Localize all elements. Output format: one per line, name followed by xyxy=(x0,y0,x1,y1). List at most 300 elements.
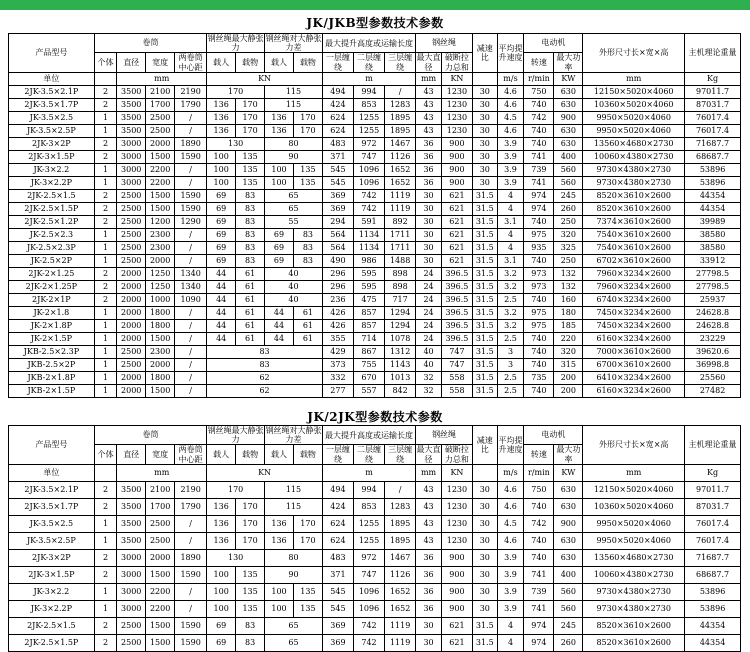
table-cell: 1467 xyxy=(385,549,416,566)
table-cell: 76017.4 xyxy=(685,515,741,532)
table-cell: 13560×4680×2730 xyxy=(583,549,685,566)
table-cell: JK-3×2.2 xyxy=(9,163,95,176)
table-cell: 83 xyxy=(293,228,322,241)
table-cell: 560 xyxy=(554,176,583,189)
table-cell: 2500 xyxy=(146,124,175,137)
table-cell: 1255 xyxy=(353,515,384,532)
table-cell: 369 xyxy=(322,634,353,651)
table-cell: 747 xyxy=(441,345,472,358)
table-cell: 76017.4 xyxy=(685,124,741,137)
table-row xyxy=(9,137,741,150)
table-cell: 31.5 xyxy=(472,254,497,267)
table-cell: 1255 xyxy=(353,111,384,124)
table-cell: 483 xyxy=(322,549,353,566)
table-cell: 630 xyxy=(554,124,583,137)
table-cell: 624 xyxy=(322,124,353,137)
table-cell: 61 xyxy=(236,319,265,332)
table-cell: 30 xyxy=(472,137,497,150)
table-cell: 1250 xyxy=(146,280,175,293)
table-cell: 3500 xyxy=(117,85,146,98)
table-cell: 170 xyxy=(236,532,265,549)
table-cell: 30 xyxy=(472,124,497,137)
table-cell: 740 xyxy=(524,345,554,358)
table-row xyxy=(9,498,741,515)
table-cell: 136 xyxy=(265,111,294,124)
table-cell: 1590 xyxy=(175,634,207,651)
table-cell: 1700 xyxy=(146,98,175,111)
hdr-load-2: 载人 xyxy=(265,53,294,72)
table-row xyxy=(9,293,741,306)
table-cell: 43 xyxy=(416,111,442,124)
table-cell: 100 xyxy=(207,600,236,617)
spec-table-2 xyxy=(8,425,741,652)
table-row xyxy=(9,176,741,189)
table-cell: 1488 xyxy=(385,254,416,267)
table-cell: 741 xyxy=(524,600,554,617)
table-cell: 630 xyxy=(554,532,583,549)
table-cell: 100 xyxy=(265,583,294,600)
table-cell: 2300 xyxy=(146,228,175,241)
table-cell: 170 xyxy=(236,111,265,124)
table-cell: 6410×3234×2600 xyxy=(583,371,685,384)
table-cell: 43 xyxy=(416,515,442,532)
table-cell: 974 xyxy=(524,202,554,215)
table-cell: 621 xyxy=(441,617,472,634)
hdr-max-static-tension: 钢丝绳最大静张力 xyxy=(207,34,264,53)
table-cell: 33912 xyxy=(685,254,741,267)
table-cell: 40 xyxy=(416,358,442,371)
table-cell: 6702×3610×2600 xyxy=(583,254,685,267)
table-cell: 40 xyxy=(265,293,323,306)
table-cell: 2500 xyxy=(146,515,175,532)
table-cell: 621 xyxy=(441,189,472,202)
table-cell: 2500 xyxy=(146,532,175,549)
table-cell: 30 xyxy=(472,600,497,617)
table-cell: 61 xyxy=(293,332,322,345)
table-cell: 31.5 xyxy=(472,228,497,241)
table-cell: 740 xyxy=(524,532,554,549)
table-cell: 2JK-2.5×1.5P xyxy=(9,634,95,651)
table-cell: 595 xyxy=(353,267,384,280)
table-cell: 994 xyxy=(353,85,384,98)
table-row xyxy=(9,215,741,228)
table-cell: 38580 xyxy=(685,241,741,254)
table-cell: 3500 xyxy=(117,515,146,532)
table-cell: 62 xyxy=(207,384,323,397)
table-cell: 6160×3234×2600 xyxy=(583,384,685,397)
table-cell: 132 xyxy=(554,267,583,280)
table-cell: / xyxy=(175,600,207,617)
table-cell: 900 xyxy=(554,515,583,532)
table-cell: 3.9 xyxy=(497,176,524,189)
table-cell: 2.5 xyxy=(497,384,524,397)
table-cell: 3.2 xyxy=(497,267,524,280)
table-cell: 2 xyxy=(94,150,117,163)
table-cell: 898 xyxy=(385,267,416,280)
table-cell: 1895 xyxy=(385,532,416,549)
table-cell: 6740×3234×2600 xyxy=(583,293,685,306)
table-cell: 1230 xyxy=(441,498,472,515)
table-cell: 115 xyxy=(265,85,323,98)
table-cell: 30 xyxy=(472,176,497,189)
hdr-cargo-1: 载物 xyxy=(236,53,265,72)
table-cell: JKB-2.5×2.3P xyxy=(9,345,95,358)
table-cell: 1 xyxy=(94,358,117,371)
table-cell: 740 xyxy=(524,254,554,267)
table-cell: 24 xyxy=(416,293,442,306)
table-cell: 740 xyxy=(524,332,554,345)
table-cell: 1700 xyxy=(146,498,175,515)
table-cell: 2JK-3.5×2.1P xyxy=(9,85,95,98)
table-cell: 630 xyxy=(554,137,583,150)
table-cell: 40 xyxy=(265,280,323,293)
table-row xyxy=(9,228,741,241)
table-cell: 2 xyxy=(94,137,117,150)
table-cell: 83 xyxy=(236,215,265,228)
table-cell: 31.5 xyxy=(472,267,497,280)
table-cell: 1230 xyxy=(441,85,472,98)
hdr-layer1: 一层缠绕 xyxy=(322,53,353,72)
table-cell: 2500 xyxy=(117,228,146,241)
table-cell: 24 xyxy=(416,332,442,345)
table-cell: 83 xyxy=(293,241,322,254)
table-cell: 43 xyxy=(416,85,442,98)
table-cell: 260 xyxy=(554,634,583,651)
table-cell: 3000 xyxy=(117,176,146,189)
table-cell: 200 xyxy=(554,371,583,384)
table-cell: 475 xyxy=(353,293,384,306)
unit-ms: m/s xyxy=(497,464,524,481)
table-cell: 2500 xyxy=(117,202,146,215)
table-cell: 3000 xyxy=(117,566,146,583)
table2-title: JK/2JK型参数技术参数 xyxy=(307,410,443,424)
table-cell: 3.9 xyxy=(497,163,524,176)
table-cell: 3.9 xyxy=(497,150,524,163)
table-cell: 1294 xyxy=(385,306,416,319)
table-cell: 974 xyxy=(524,617,554,634)
table-cell: 61 xyxy=(236,280,265,293)
table-cell: 135 xyxy=(236,150,265,163)
table-cell: 30 xyxy=(472,98,497,111)
table-cell: 30 xyxy=(416,254,442,267)
table-cell: 1590 xyxy=(175,617,207,634)
table-cell: 545 xyxy=(322,583,353,600)
table-cell: 740 xyxy=(524,124,554,137)
hdr-center: 两卷筒中心距 xyxy=(175,445,207,464)
table-cell: 355 xyxy=(322,332,353,345)
table-cell: 32 xyxy=(416,384,442,397)
table-cell: 972 xyxy=(353,137,384,150)
table-cell: 1 xyxy=(94,111,117,124)
table-cell: 371 xyxy=(322,150,353,163)
hdr-motor: 电动机 xyxy=(524,34,583,53)
table-cell: 2500 xyxy=(146,111,175,124)
table-cell: 740 xyxy=(524,137,554,150)
table-cell: 2.5 xyxy=(497,332,524,345)
table-cell: JK-2.5×2P xyxy=(9,254,95,267)
table-cell: 742 xyxy=(353,634,384,651)
table-cell: 2000 xyxy=(146,549,175,566)
table-cell: 2 xyxy=(94,617,117,634)
table-cell: 1134 xyxy=(353,241,384,254)
table-row xyxy=(9,384,741,397)
table-cell: 25560 xyxy=(685,371,741,384)
hdr-load-1: 载人 xyxy=(207,445,236,464)
table-cell: 31.5 xyxy=(472,371,497,384)
table-cell: 53896 xyxy=(685,176,741,189)
table-cell: 61 xyxy=(236,306,265,319)
table-cell: 621 xyxy=(441,634,472,651)
table2-header xyxy=(9,426,741,482)
table-cell: 100 xyxy=(265,600,294,617)
table-cell: 83 xyxy=(236,228,265,241)
table-cell: 44 xyxy=(265,306,294,319)
table-cell: 6160×3234×2600 xyxy=(583,332,685,345)
table-cell: 31.5 xyxy=(472,634,497,651)
table-cell: 1134 xyxy=(353,228,384,241)
table-cell: 7540×3610×2600 xyxy=(583,228,685,241)
table-cell: 424 xyxy=(322,98,353,111)
table-cell: 130 xyxy=(207,137,265,150)
table-cell: 1895 xyxy=(385,124,416,137)
table-row xyxy=(9,189,741,202)
table-cell: 1 xyxy=(94,583,117,600)
table-cell: 369 xyxy=(322,617,353,634)
table-cell: JK-2×1.8 xyxy=(9,306,95,319)
hdr-max-static-diff: 钢丝绳对大静张力差 xyxy=(265,34,322,53)
table-cell: 30 xyxy=(416,228,442,241)
table-cell: 1652 xyxy=(385,163,416,176)
table-cell: 135 xyxy=(293,176,322,189)
table-cell: 369 xyxy=(322,202,353,215)
table-cell: 24 xyxy=(416,319,442,332)
table-cell: 69 xyxy=(207,241,236,254)
table-cell: 43 xyxy=(416,532,442,549)
table-cell: 31.5 xyxy=(472,306,497,319)
table-cell: 4.6 xyxy=(497,85,524,98)
table-cell: 739 xyxy=(524,583,554,600)
table-cell: 320 xyxy=(554,345,583,358)
table-cell: 135 xyxy=(236,600,265,617)
table-cell: 1890 xyxy=(175,549,207,566)
table-cell: 76017.4 xyxy=(685,111,741,124)
hdr-dimensions: 外形尺寸长×宽×高 xyxy=(583,426,685,465)
table-cell: / xyxy=(175,532,207,549)
table-cell: 2500 xyxy=(117,189,146,202)
table-cell: 90 xyxy=(265,150,323,163)
table-cell: 2500 xyxy=(117,215,146,228)
table-cell: 1 xyxy=(94,384,117,397)
table-cell: 44 xyxy=(207,332,236,345)
table-row xyxy=(9,124,741,137)
table-cell: 136 xyxy=(265,532,294,549)
table-cell: 69 xyxy=(265,241,294,254)
table-cell: 180 xyxy=(554,306,583,319)
table-cell: 396.5 xyxy=(441,319,472,332)
table-cell: 975 xyxy=(524,319,554,332)
table-cell: 170 xyxy=(236,498,265,515)
table-cell: 3500 xyxy=(117,498,146,515)
table-cell: 900 xyxy=(441,163,472,176)
table-cell: 4.5 xyxy=(497,515,524,532)
table-cell: 900 xyxy=(554,111,583,124)
table-cell: 3.9 xyxy=(497,583,524,600)
table-cell: 3000 xyxy=(117,549,146,566)
table-row xyxy=(9,583,741,600)
table-cell: 630 xyxy=(554,98,583,111)
table-cell: 560 xyxy=(554,163,583,176)
table-cell: 1294 xyxy=(385,319,416,332)
table-cell: 44 xyxy=(207,319,236,332)
table-cell: 31.5 xyxy=(472,189,497,202)
table-cell: JKB-2×1.5P xyxy=(9,384,95,397)
table-cell: / xyxy=(175,384,207,397)
table-cell: 739 xyxy=(524,163,554,176)
table-cell: 2JK-2.5×1.2P xyxy=(9,215,95,228)
table-cell: 1119 xyxy=(385,634,416,651)
table-cell: 2500 xyxy=(117,358,146,371)
hdr-lift-height: 最大提升高度或运输长度 xyxy=(322,34,415,53)
table-cell: 4 xyxy=(497,189,524,202)
table-cell: JK-2×1.5P xyxy=(9,332,95,345)
hdr-speed: 平均提升速度 xyxy=(497,34,524,73)
table-cell: 2 xyxy=(94,85,117,98)
hdr-max-dia: 最大直径 xyxy=(416,445,441,464)
table-cell: 740 xyxy=(524,215,554,228)
table-cell: 742 xyxy=(353,202,384,215)
table-cell: 1 xyxy=(94,515,117,532)
hdr-width: 宽度 xyxy=(146,53,175,72)
unit-label: 单位 xyxy=(9,72,95,85)
table-cell: 296 xyxy=(322,267,353,280)
table-cell: JK-3×2.2 xyxy=(9,583,95,600)
table-cell: 2 xyxy=(94,215,117,228)
table-cell: 624 xyxy=(322,111,353,124)
table-cell: 31.5 xyxy=(472,345,497,358)
table-cell: 2.5 xyxy=(497,371,524,384)
table-cell: 4.6 xyxy=(497,481,524,498)
table-cell: 740 xyxy=(524,98,554,111)
table-row xyxy=(9,481,741,498)
table-cell: 396.5 xyxy=(441,280,472,293)
table-row xyxy=(9,150,741,163)
table-row xyxy=(9,617,741,634)
hdr-weight: 主机理论重量 xyxy=(685,34,741,73)
table-cell: 750 xyxy=(524,85,554,98)
table-cell: 2 xyxy=(94,293,117,306)
table-cell: / xyxy=(175,124,207,137)
table-cell: 2000 xyxy=(117,267,146,280)
table-cell: 2000 xyxy=(146,358,175,371)
table-cell: 31.5 xyxy=(472,241,497,254)
table-cell: 8520×3610×2600 xyxy=(583,634,685,651)
table-cell: 30 xyxy=(416,189,442,202)
table-cell: 170 xyxy=(207,85,265,98)
table-cell: 132 xyxy=(554,280,583,293)
table-cell: JK-2.5×2.3P xyxy=(9,241,95,254)
table-cell: 621 xyxy=(441,228,472,241)
table-cell: 1312 xyxy=(385,345,416,358)
table-cell: 31.5 xyxy=(472,202,497,215)
table-cell: 2000 xyxy=(117,306,146,319)
top-banner-strip xyxy=(0,0,750,10)
table-cell: 2 xyxy=(94,280,117,293)
table-cell: 621 xyxy=(441,241,472,254)
table-cell: 30 xyxy=(472,583,497,600)
hdr-lift-height: 最大提升高度或运输长度 xyxy=(322,426,415,445)
table-cell: 245 xyxy=(554,617,583,634)
table-cell: 986 xyxy=(353,254,384,267)
table-cell: 494 xyxy=(322,85,353,98)
table-cell: 3 xyxy=(497,345,524,358)
table-cell: 69 xyxy=(207,228,236,241)
table-cell: 3000 xyxy=(117,600,146,617)
table-cell: 1230 xyxy=(441,515,472,532)
table-cell: 160 xyxy=(554,293,583,306)
table-cell: 1 xyxy=(94,319,117,332)
table-cell: 4 xyxy=(497,617,524,634)
table-cell: 1230 xyxy=(441,98,472,111)
unit-mm: mm xyxy=(117,464,207,481)
table-cell: 1 xyxy=(94,163,117,176)
table-cell: 83 xyxy=(236,254,265,267)
hdr-model: 产品型号 xyxy=(9,34,95,73)
table-cell: 69 xyxy=(265,228,294,241)
table-cell: 30 xyxy=(472,515,497,532)
table-cell: 71687.7 xyxy=(685,137,741,150)
hdr-max-power: 最大功率 xyxy=(554,445,583,464)
table-cell: 7374×3610×2600 xyxy=(583,215,685,228)
table-cell: 1790 xyxy=(175,498,207,515)
table-cell: 742 xyxy=(524,515,554,532)
table-row xyxy=(9,358,741,371)
table-cell: 43 xyxy=(416,481,442,498)
table-cell: 27798.5 xyxy=(685,267,741,280)
table-cell: 3.1 xyxy=(497,215,524,228)
table-cell: 426 xyxy=(322,306,353,319)
table-cell: 2 xyxy=(94,189,117,202)
table-cell: 250 xyxy=(554,215,583,228)
table-row xyxy=(9,202,741,215)
hdr-dimensions: 外形尺寸长×宽×高 xyxy=(583,34,685,73)
table-cell: 31.5 xyxy=(472,319,497,332)
table-cell: 2190 xyxy=(175,481,207,498)
table-cell: 483 xyxy=(322,137,353,150)
table-cell: 740 xyxy=(524,293,554,306)
table-cell: 2 xyxy=(94,498,117,515)
table1-title: JK/JKB型参数技术参数 xyxy=(306,16,444,30)
table-cell: 545 xyxy=(322,176,353,189)
table-cell: 83 xyxy=(207,358,323,371)
table-cell: 2000 xyxy=(117,293,146,306)
table-cell: 1340 xyxy=(175,267,207,280)
table-cell: 4 xyxy=(497,228,524,241)
table-cell: 1255 xyxy=(353,124,384,137)
table-cell: 1230 xyxy=(441,481,472,498)
table-cell: 740 xyxy=(524,358,554,371)
table-cell: 3500 xyxy=(117,532,146,549)
table-cell: 68687.7 xyxy=(685,566,741,583)
table-cell: 545 xyxy=(322,163,353,176)
table-cell: 560 xyxy=(554,600,583,617)
table-cell: 2 xyxy=(94,267,117,280)
table-cell: 27798.5 xyxy=(685,280,741,293)
table-cell: 742 xyxy=(353,189,384,202)
table-cell: 1500 xyxy=(146,566,175,583)
table-cell: 44 xyxy=(265,332,294,345)
table-cell: 3.9 xyxy=(497,600,524,617)
table-row xyxy=(9,600,741,617)
